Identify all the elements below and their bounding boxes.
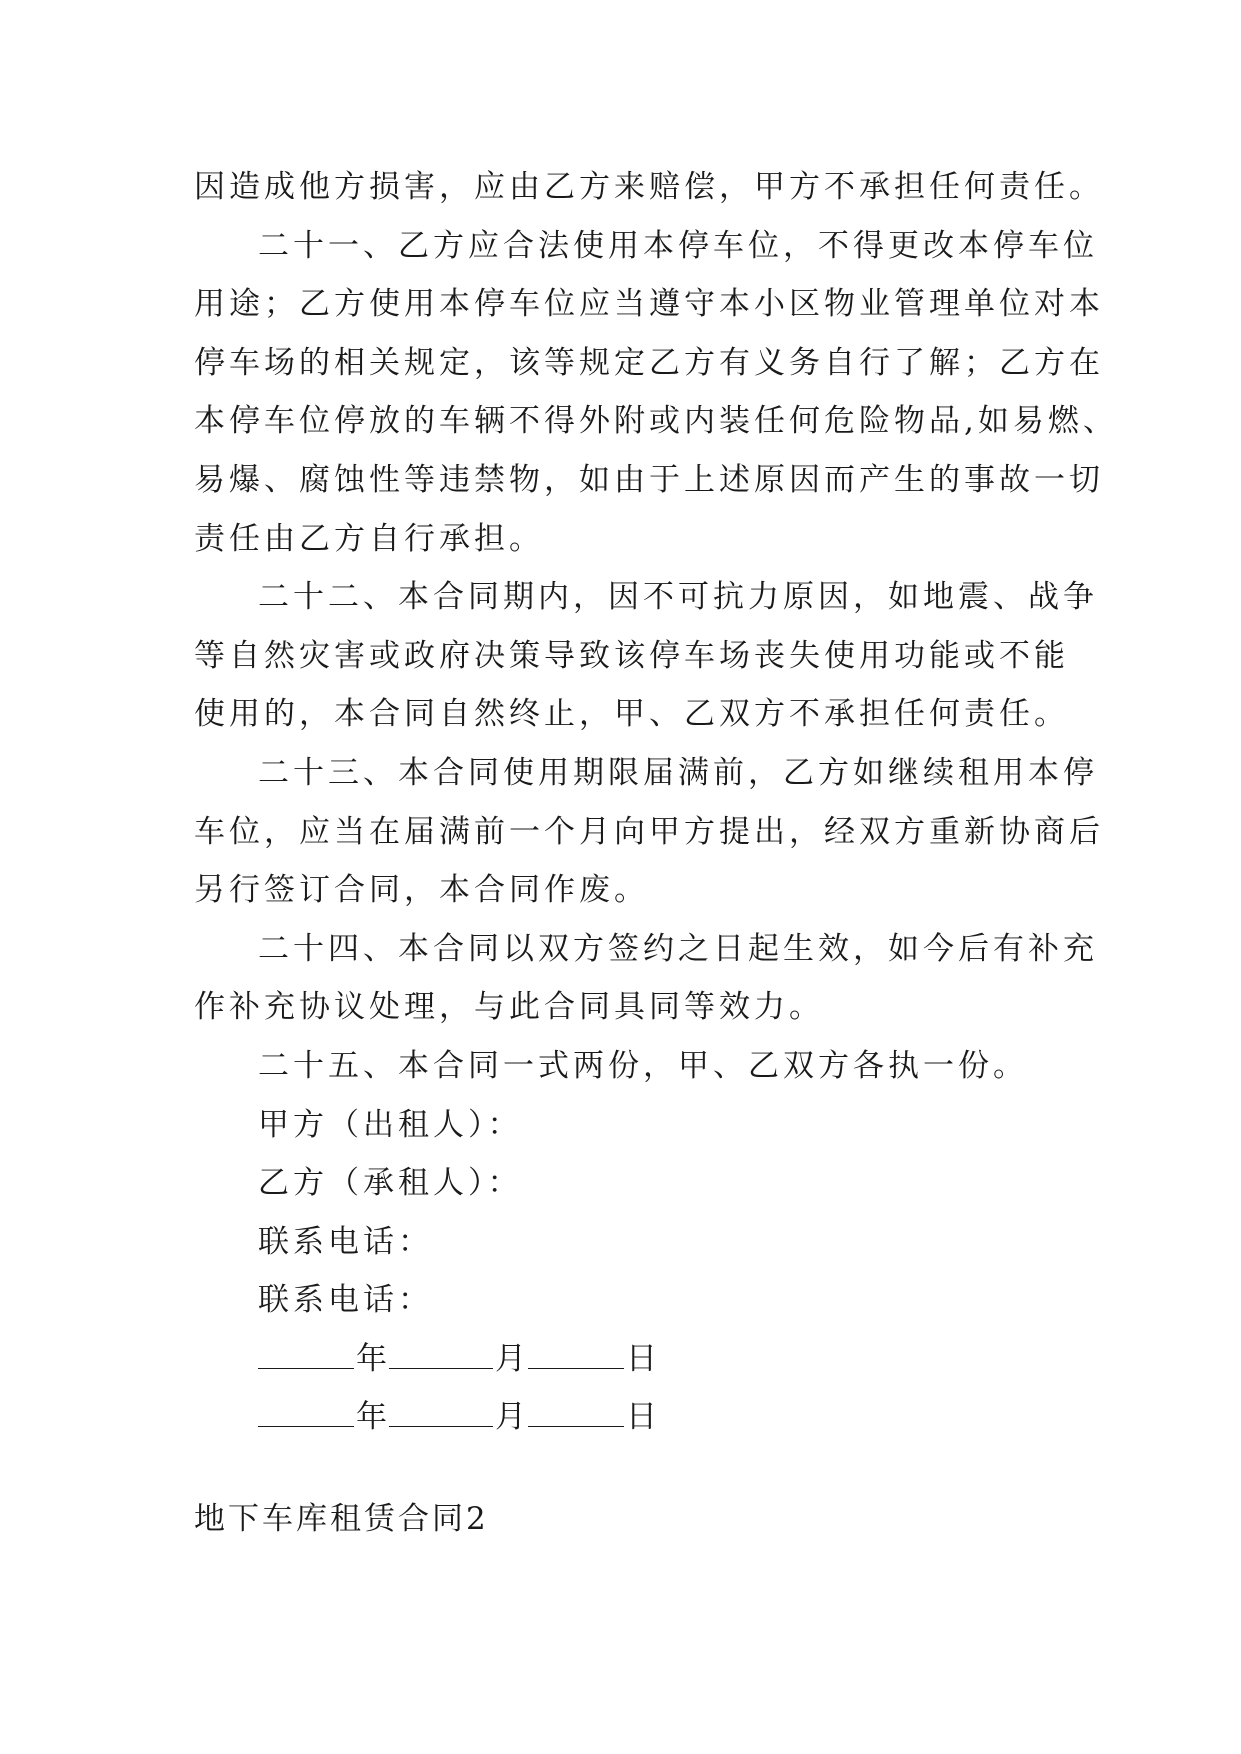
party-a-signature-line: 甲方（出租人）： xyxy=(258,1106,523,1143)
month-blank xyxy=(389,1339,493,1369)
text-line: 作补充协议处理，与此合同具同等效力。 xyxy=(194,989,824,1026)
year-label: 年 xyxy=(356,1399,387,1436)
clause-22: 二十二、本合同期内，因不可抗力原因，如地震、战争 xyxy=(258,579,1098,616)
contract-body xyxy=(194,158,1118,1447)
text-line: 责任由乙方自行承担。 xyxy=(194,520,544,557)
clause-23: 二十三、本合同使用期限届满前，乙方如继续租用本停 xyxy=(258,754,1098,791)
party-b-signature-line: 乙方（承租人）： xyxy=(258,1165,523,1202)
day-label: 日 xyxy=(626,1340,657,1377)
text-line: 易爆、腐蚀性等违禁物，如由于上述原因而产生的事故一切 xyxy=(194,461,1104,498)
clause-24: 二十四、本合同以双方签约之日起生效，如今后有补充 xyxy=(258,930,1098,967)
clause-21: 二十一、乙方应合法使用本停车位，不得更改本停车位 xyxy=(258,227,1098,264)
text-line: 等自然灾害或政府决策导致该停车场丧失使用功能或不能 xyxy=(194,637,1069,674)
text-line: 本停车位停放的车辆不得外附或内装任何危险物品,如易燃、 xyxy=(194,403,1118,440)
text-line: 用途；乙方使用本停车位应当遵守本小区物业管理单位对本 xyxy=(194,286,1104,323)
contact-phone-b: 联系电话： xyxy=(258,1282,433,1319)
text-line: 因造成他方损害，应由乙方来赔偿，甲方不承担任何责任。 xyxy=(194,169,1104,205)
date-line-a xyxy=(194,1330,1074,1389)
text-line: 使用的，本合同自然终止，甲、乙双方不承担任何责任。 xyxy=(194,696,1069,733)
next-contract-heading: 地下车库租赁合同2 xyxy=(194,1501,489,1537)
text-line: 另行签订合同，本合同作废。 xyxy=(194,872,649,909)
text-line: 车位，应当在届满前一个月向甲方提出，经双方重新协商后 xyxy=(194,813,1104,850)
day-blank xyxy=(528,1398,624,1428)
date-line-b xyxy=(194,1388,1074,1447)
day-label: 日 xyxy=(626,1399,657,1436)
contact-phone-a: 联系电话： xyxy=(258,1223,433,1260)
clause-25: 二十五、本合同一式两份，甲、乙双方各执一份。 xyxy=(258,1047,1028,1084)
day-blank xyxy=(528,1339,624,1369)
year-label: 年 xyxy=(356,1340,387,1377)
month-label: 月 xyxy=(495,1340,526,1377)
month-label: 月 xyxy=(495,1399,526,1436)
text-line: 停车场的相关规定，该等规定乙方有义务自行了解；乙方在 xyxy=(194,344,1104,381)
year-blank xyxy=(258,1339,354,1369)
year-blank xyxy=(258,1398,354,1428)
month-blank xyxy=(389,1398,493,1428)
